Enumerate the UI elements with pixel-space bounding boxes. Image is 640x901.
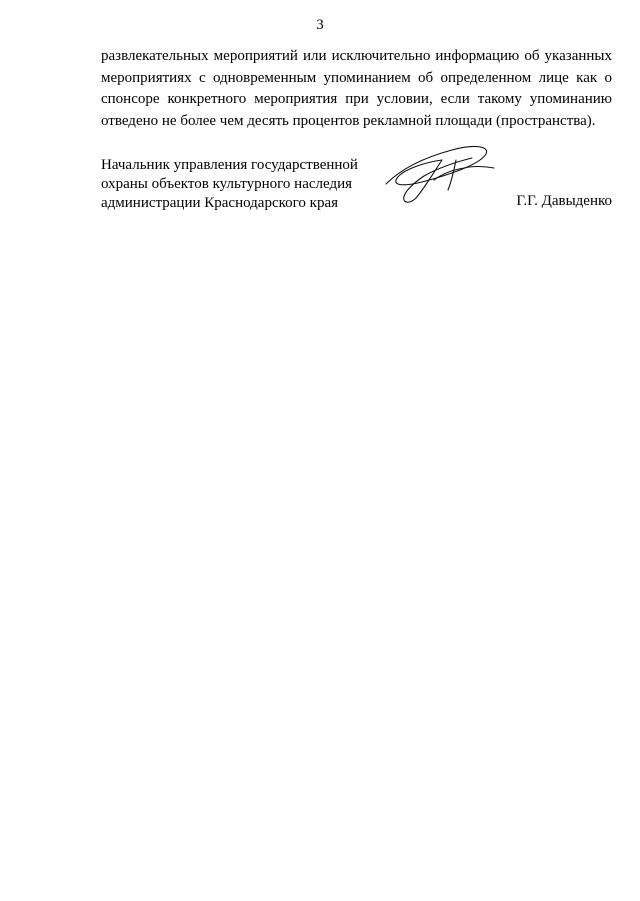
signer-position-line: охраны объектов культурного наследия [101,176,353,192]
paragraph-line: мероприятиях с одновременным упоминанием об определенном лице как о [101,69,612,86]
paragraph-line: спонсоре конкретного мероприятия при условии, если такому упоминанию [101,91,612,107]
signer-name: Г.Г. Давыденко [516,193,612,209]
signer-position-line: Начальник управления государственной [101,157,358,173]
signature-block [101,156,612,216]
paragraph-line: развлекательных мероприятий или исключительно информацию об указанных [101,48,612,64]
signer-position-line: администрации Краснодарского края [101,195,339,211]
page-number: 3 [316,17,324,33]
handwritten-signature [382,140,502,210]
signer-position [101,156,358,213]
paragraph-line: отведено не более чем десять процентов рекламной площади (пространства). [101,112,596,129]
body-paragraph [101,46,612,132]
